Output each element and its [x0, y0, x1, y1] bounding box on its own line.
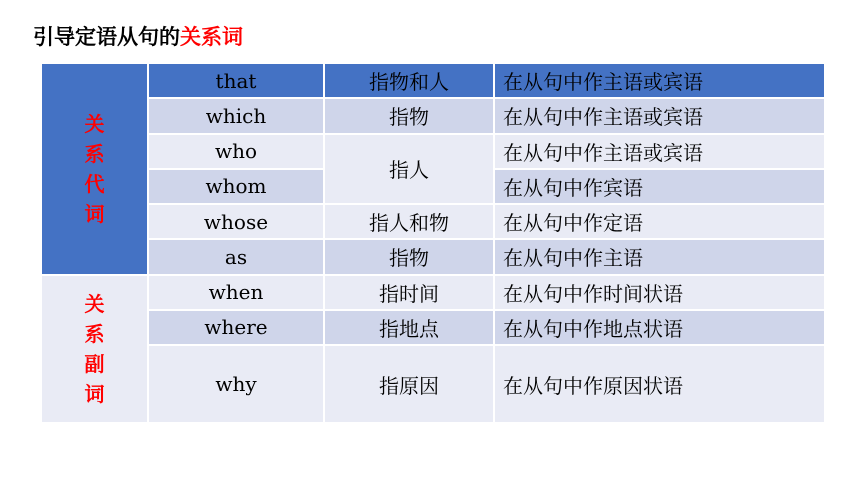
function-cell: 在从句中作地点状语	[494, 310, 825, 345]
table-row	[41, 63, 825, 98]
word-cell: that	[148, 63, 324, 98]
table-row	[41, 134, 825, 169]
function-cell: 在从句中作主语	[494, 239, 825, 274]
function-cell: 在从句中作原因状语	[494, 345, 825, 423]
word-cell: as	[148, 239, 324, 274]
function-cell: 在从句中作主语或宾语	[494, 134, 825, 169]
title-prefix: 引导定语从句的	[33, 25, 180, 49]
word-cell: whom	[148, 169, 324, 204]
antecedent-cell: 指原因	[324, 345, 494, 423]
function-cell: 在从句中作宾语	[494, 169, 825, 204]
antecedent-cell: 指物和人	[324, 63, 494, 98]
word-cell: where	[148, 310, 324, 345]
category-relative-pronoun: 关系代词	[41, 63, 148, 275]
word-cell: when	[148, 275, 324, 310]
relative-words-table	[40, 62, 826, 424]
antecedent-cell: 指物	[324, 239, 494, 274]
function-cell: 在从句中作定语	[494, 204, 825, 239]
antecedent-cell: 指地点	[324, 310, 494, 345]
table-row	[41, 345, 825, 423]
word-cell: whose	[148, 204, 324, 239]
page-title	[33, 22, 243, 52]
table-row	[41, 239, 825, 274]
table-row	[41, 310, 825, 345]
function-cell: 在从句中作时间状语	[494, 275, 825, 310]
antecedent-cell: 指人和物	[324, 204, 494, 239]
category-relative-adverb: 关系副词	[41, 275, 148, 424]
word-cell: who	[148, 134, 324, 169]
antecedent-cell: 指时间	[324, 275, 494, 310]
title-highlight: 关系词	[180, 25, 243, 49]
table-row	[41, 98, 825, 133]
table-row	[41, 275, 825, 310]
function-cell: 在从句中作主语或宾语	[494, 63, 825, 98]
antecedent-cell: 指人	[324, 134, 494, 205]
word-cell: why	[148, 345, 324, 423]
antecedent-cell: 指物	[324, 98, 494, 133]
word-cell: which	[148, 98, 324, 133]
table-row	[41, 204, 825, 239]
function-cell: 在从句中作主语或宾语	[494, 98, 825, 133]
